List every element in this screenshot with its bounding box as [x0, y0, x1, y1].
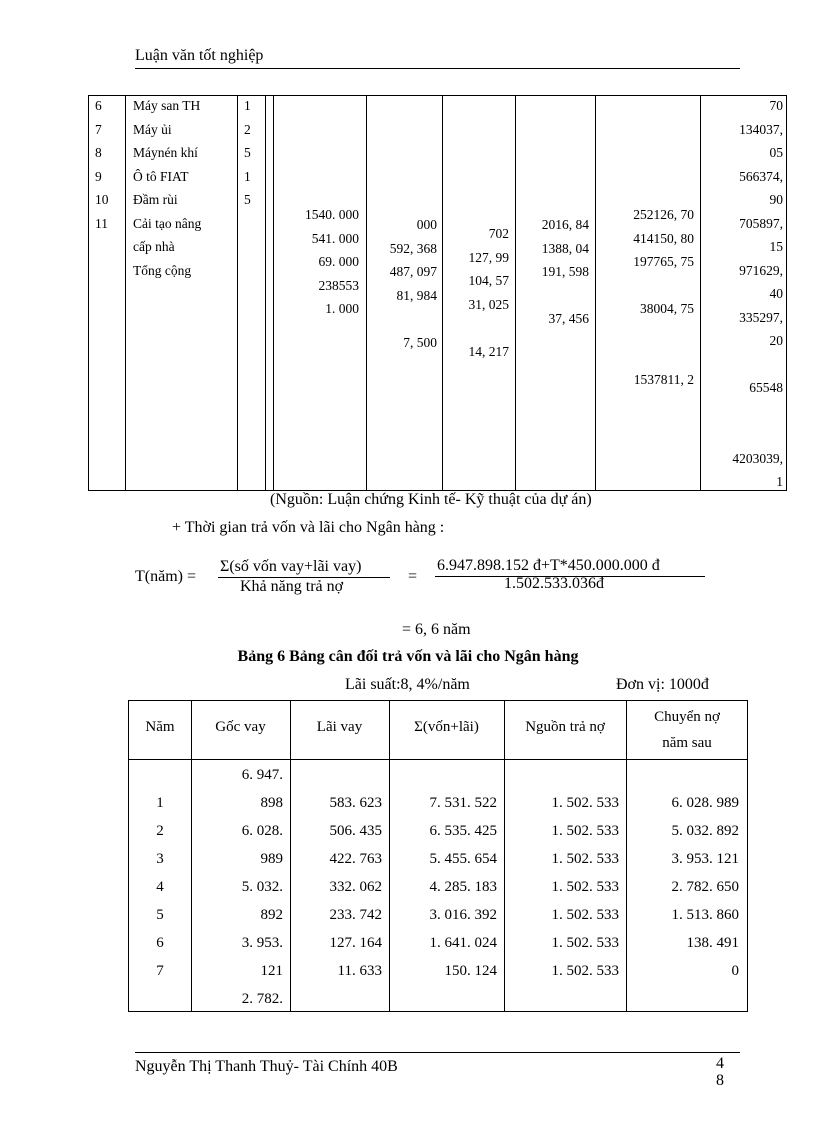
table1-equipment-names: Máy san TH Máy ủi Máynén khí Ô tô FIAT Đầm rùi Cải tạo nâng cấp nhà Tổng cộng — [133, 98, 202, 278]
table1-value-column-6: 702 127, 99 104, 57 31, 025 14, 217 — [468, 226, 509, 359]
formula-equals: = — [408, 568, 418, 585]
table1-col-divider — [515, 96, 516, 490]
formula-result: = 6, 6 năm — [402, 621, 471, 638]
table1-quantity-column: 1 2 5 1 5 — [244, 98, 251, 207]
table1-col-divider — [237, 96, 238, 490]
table2-col-chuyen-no: 6. 028. 989 5. 032. 892 3. 953. 121 2. 782. 650 1. 513. 860 138. 491 0 — [671, 795, 739, 979]
equipment-table — [88, 95, 787, 491]
table2-col-goc-vay: 6. 947. 898 6. 028. 989 5. 032. 892 3. 953. 121 2. 782. — [241, 767, 283, 1007]
table2-title: Bảng 6 Bảng cân đối trả vốn và lãi cho Ngân hàng — [237, 648, 579, 665]
table2-col-lai-vay: 583. 623 506. 435 422. 763 332. 062 233. 742 127. 164 11. 633 — [329, 795, 382, 979]
table1-stt-column: 6 7 8 9 10 11 — [95, 98, 109, 231]
page-header-title: Luận văn tốt nghiệp — [135, 47, 264, 64]
table1-value-column-7: 2016, 84 1388, 04 191, 598 37, 456 — [541, 217, 589, 326]
table2-header-goc-vay: Gốc vay — [215, 719, 266, 735]
table2-header-chuyen-no: Chuyển nợ năm sau — [654, 709, 720, 751]
table1-col-divider — [442, 96, 443, 490]
table1-value-column-8: 252126, 70 414150, 80 197765, 75 38004, 75 1537811, 2 — [633, 207, 694, 387]
formula-numerator-2: 6.947.898.152 đ+T*450.000.000 đ — [437, 557, 660, 574]
table1-col-divider — [125, 96, 126, 490]
table2-header-divider — [129, 759, 747, 760]
table1-col-divider — [700, 96, 701, 490]
table2-col-nam: 1 2 3 4 5 6 7 — [156, 795, 164, 979]
table2-header-nguon: Nguồn trả nợ — [525, 719, 605, 735]
table2-header-lai-vay: Lãi vay — [316, 719, 363, 735]
table1-value-column-4: 1540. 000 541. 000 69. 000 238553 1. 000 — [305, 207, 359, 316]
table1-col-divider — [273, 96, 274, 490]
table2-col-tong: 7. 531. 522 6. 535. 425 5. 455. 654 4. 285. 183 3. 016. 392 1. 641. 024 150. 124 — [429, 795, 497, 979]
header-divider — [135, 68, 740, 69]
table2-header-tong: Σ(vốn+lãi) — [414, 719, 479, 735]
page-number: 4 8 — [716, 1055, 724, 1089]
footer-divider — [135, 1052, 740, 1053]
table1-col-divider — [366, 96, 367, 490]
table2-col-nguon: 1. 502. 533 1. 502. 533 1. 502. 533 1. 502. 533 1. 502. 533 1. 502. 533 1. 502. 533 — [551, 795, 619, 979]
table1-value-column-5: 000 592, 368 487, 097 81, 984 7, 500 — [389, 217, 437, 350]
formula-numerator: Σ(số vốn vay+lãi vay) — [220, 558, 362, 575]
table2-header-nam: Năm — [145, 719, 175, 735]
unit-label: Đơn vị: 1000đ — [616, 676, 709, 693]
repayment-table — [128, 700, 748, 1012]
formula-lhs: T(năm) = — [135, 568, 196, 585]
table1-col-divider — [595, 96, 596, 490]
formula-denominator-2: 1.502.533.036đ — [504, 575, 604, 592]
interest-rate: Lãi suất:8, 4%/năm — [345, 676, 470, 693]
source-note: (Nguồn: Luận chứng Kinh tế- Kỹ thuật của dự án) — [270, 491, 592, 508]
footer-author: Nguyễn Thị Thanh Thuỷ- Tài Chính 40B — [135, 1058, 398, 1075]
formula-denominator: Khả năng trả nợ — [240, 578, 344, 595]
table1-value-column-9: 70 134037, 05 566374, 90 705897, 15 971629, 40 335297, 20 65548 4203039, 1 — [732, 98, 783, 489]
table1-col-divider — [265, 96, 266, 490]
repayment-time-label: + Thời gian trả vốn và lãi cho Ngân hàng : — [172, 519, 445, 536]
